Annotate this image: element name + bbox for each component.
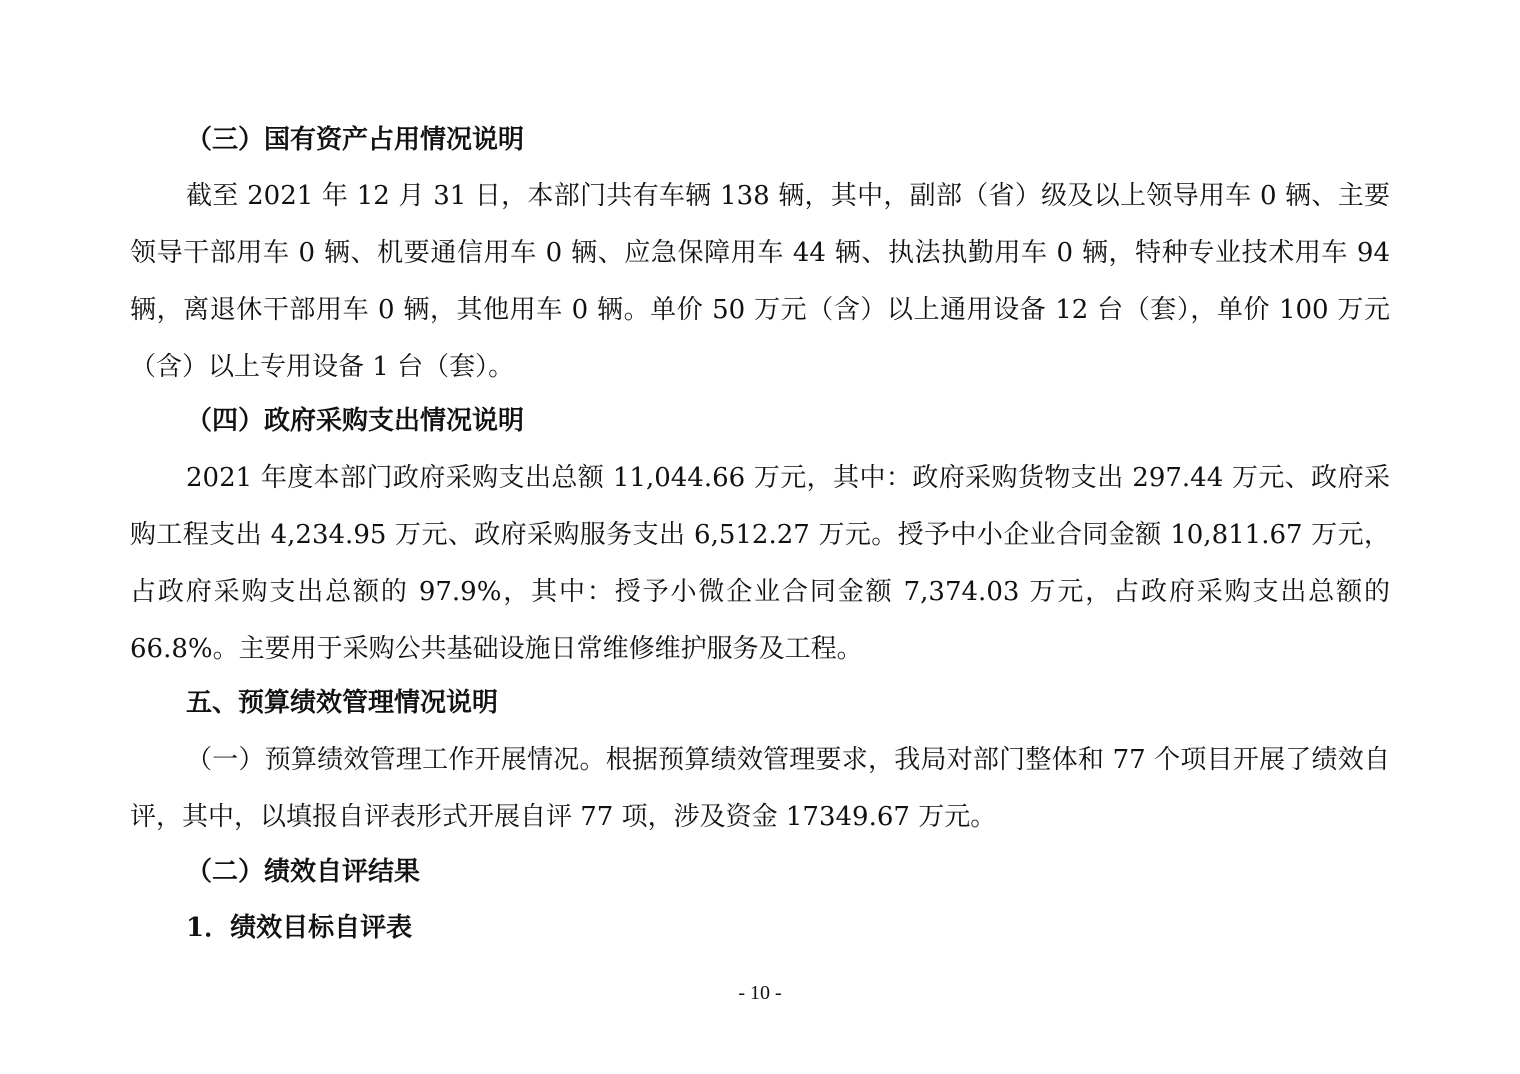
chapter-5-sub2-item1-heading: 1．绩效目标自评表 [186, 913, 413, 943]
page-number: - 10 - [738, 982, 782, 1004]
chapter-5-heading: 五、预算绩效管理情况说明 [186, 688, 499, 718]
section-3-body: 截至 2021 年 12 月 31 日，本部门共有车辆 138 辆，其中，副部（省）级及以上领导用车 0 辆、主要领导干部用车 0 辆、机要通信用车 0 辆、应急保障用车 44 辆、执法执勤用车 0 辆，特种专业技术用车 94 辆，离退休干部用车 0 辆，其他用车 0 辆。单价 50 万元（含）以上通用设备 12 台（套），单价 100 万元（含）以上专用设备 1 台（套）。 [130, 181, 1390, 382]
section-4-heading: （四）政府采购支出情况说明 [186, 406, 525, 436]
chapter-5-sub2-heading: （二）绩效自评结果 [186, 857, 421, 887]
section-4-body: 2021 年度本部门政府采购支出总额 11,044.66 万元，其中：政府采购货物支出 297.44 万元、政府采购工程支出 4,234.95 万元、政府采购服务支出 6,512.27 万元。授予中小企业合同金额 10,811.67 万元，占政府采购支出总额的 97.9%，其中：授予小微企业合同金额 7,374.03 万元，占政府采购支出总额的 66.8%。主要用于采购公共基础设施日常维修维护服务及工程。 [130, 463, 1390, 664]
section-3-heading: （三）国有资产占用情况说明 [186, 125, 525, 155]
chapter-5-sub1-body: （一）预算绩效管理工作开展情况。根据预算绩效管理要求，我局对部门整体和 77 个项目开展了绩效自评，其中，以填报自评表形式开展自评 77 项，涉及资金 17349.67 万元。 [130, 745, 1390, 832]
